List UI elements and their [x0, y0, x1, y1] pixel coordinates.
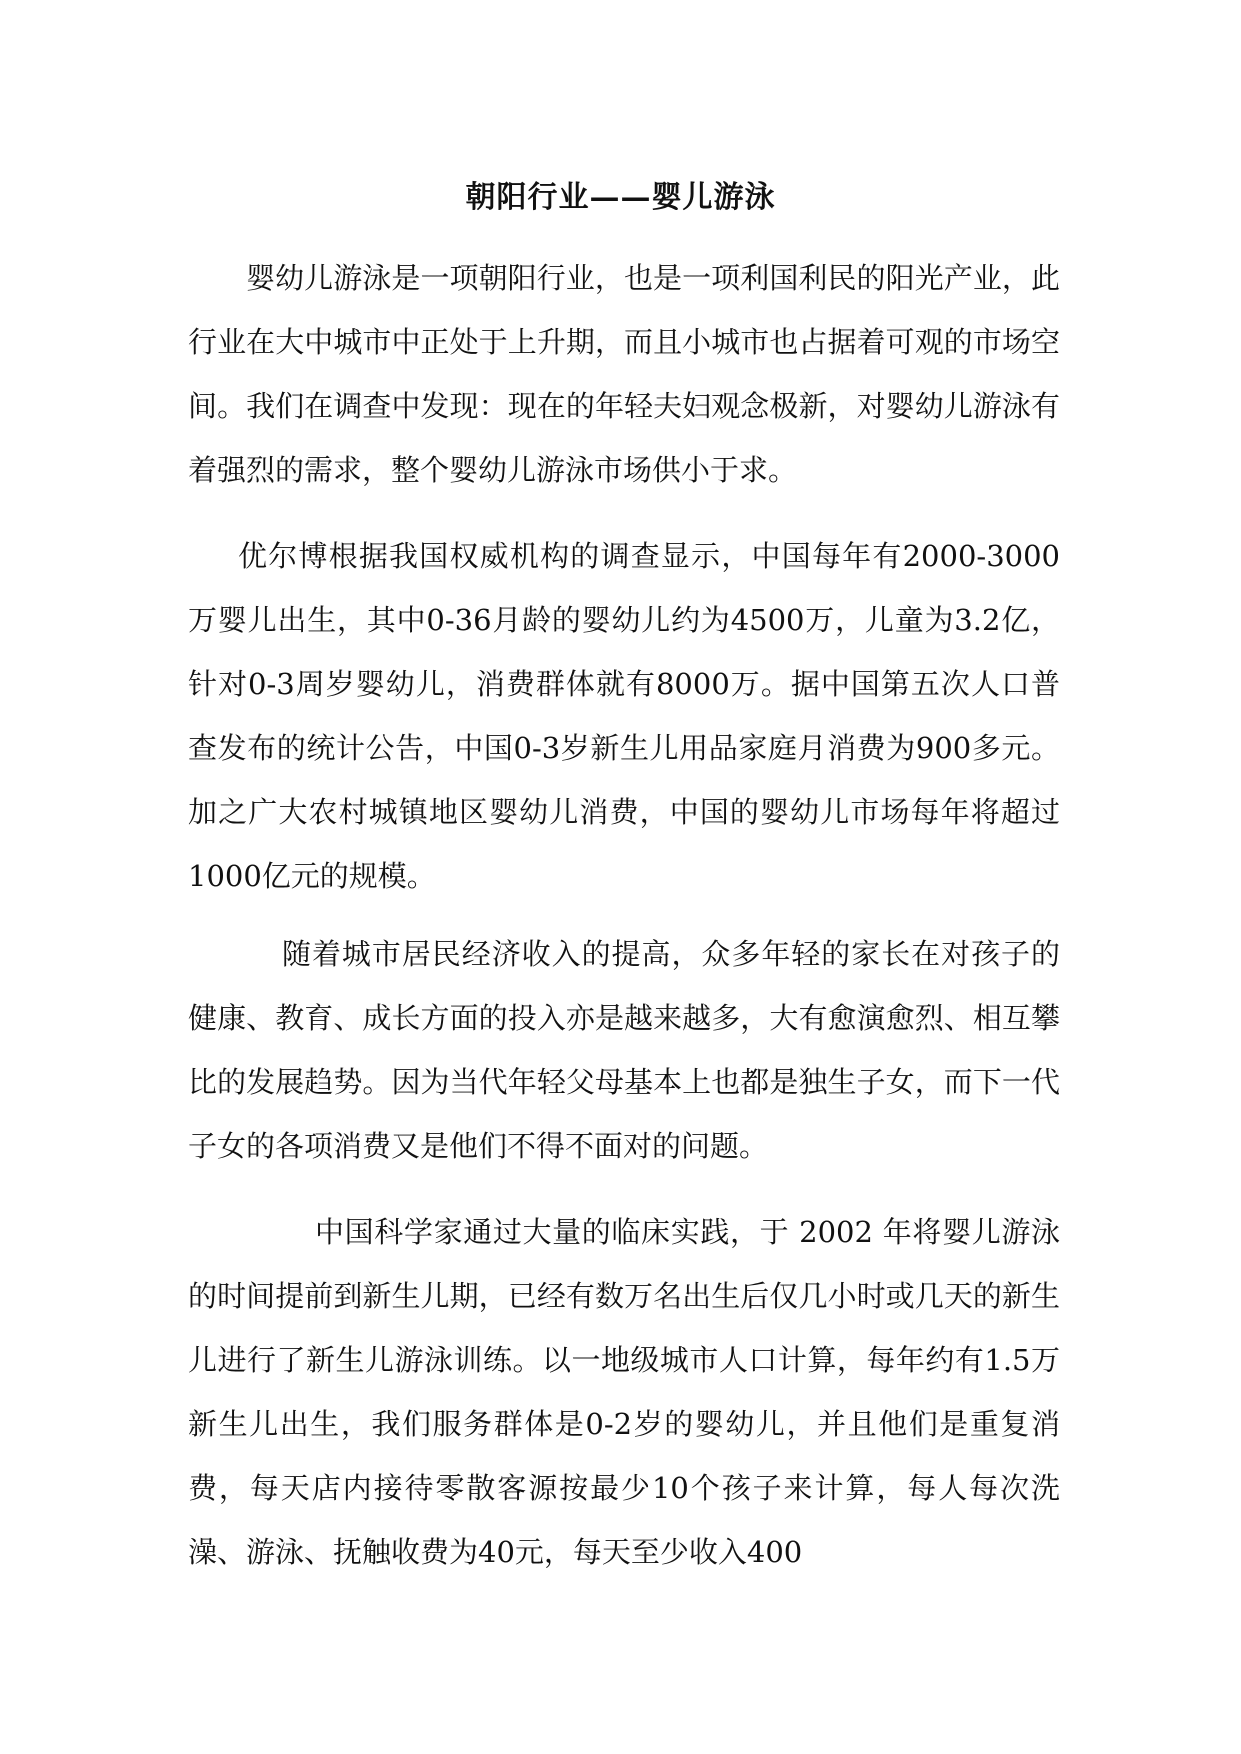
document-title: 朝阳行业——婴儿游泳 — [465, 180, 776, 215]
paragraph-consumer-trend: 随着城市居民经济收入的提高，众多年轻的家长在对孩子的健康、教育、成长方面的投入亦是越来越多，大有愈演愈烈、相互攀比的发展趋势。因为当代年轻父母基本上也都是独生子女，而下一代子女的各项消费又是他们不得不面对的问题。 — [188, 937, 1060, 1163]
paragraph-market-statistics: 优尔博根据我国权威机构的调查显示，中国每年有2000-3000万婴儿出生，其中0-36月龄的婴幼儿约为4500万，儿童为3.2亿，针对0-3周岁婴幼儿，消费群体就有8000万。据中国第五次人口普查发布的统计公告，中国0-3岁新生儿用品家庭月消费为900多元。加之广大农村城镇地区婴幼儿消费，中国的婴幼儿市场每年将超过1000亿元的规模。 — [188, 539, 1060, 893]
paragraph-market-overview: 婴幼儿游泳是一项朝阳行业，也是一项利国利民的阳光产业，此行业在大中城市中正处于上升期，而且小城市也占据着可观的市场空间。我们在调查中发现：现在的年轻夫妇观念极新，对婴幼儿游泳有着强烈的需求，整个婴幼儿游泳市场供小于求。 — [188, 261, 1060, 487]
paragraph-revenue-estimate: 中国科学家通过大量的临床实践，于 2002 年将婴儿游泳的时间提前到新生儿期，已经有数万名出生后仅几小时或几天的新生儿进行了新生儿游泳训练。以一地级城市人口计算，每年约有1.5万新生儿出生，我们服务群体是0-2岁的婴幼儿，并且他们是重复消费，每天店内接待零散客源按最少10个孩子来计算，每人每次洗澡、游泳、抚触收费为40元，每天至少收入400 — [188, 1215, 1060, 1569]
